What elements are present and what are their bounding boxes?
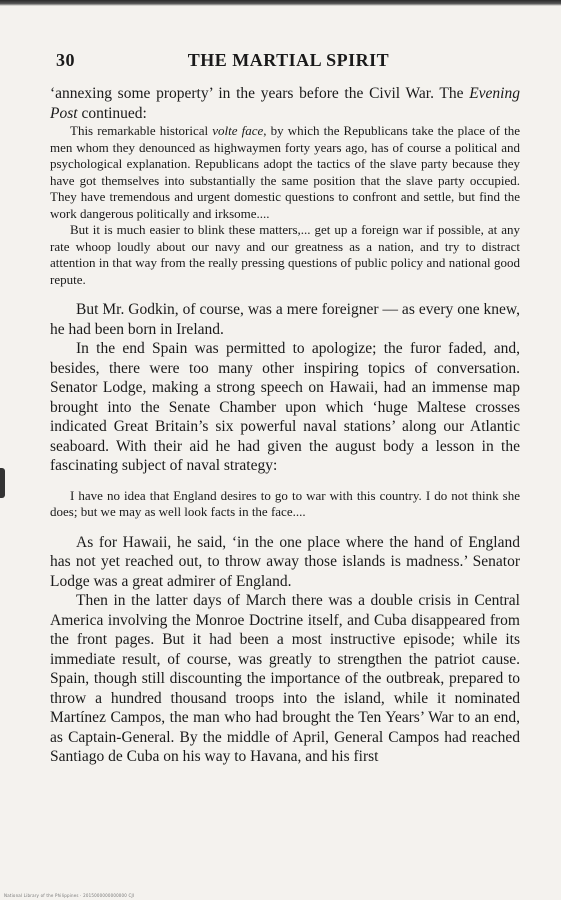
text-run: But Mr. Godkin, of course, was a mere foreigner — as every one knew, he had been born in Ireland. xyxy=(50,301,520,338)
italic-phrase: volte face xyxy=(212,123,264,138)
text-run: This remarkable historical xyxy=(70,123,213,138)
margin-mark xyxy=(0,468,5,498)
text-body xyxy=(50,84,520,767)
text-run: But it is much easier to blink these matters,... get up a foreign war if possible, at any rate whoop loudly about our navy and our greatness as a nation, and try to distract attention in that way from the really pressing questions of public policy and national good repute. xyxy=(50,222,520,287)
text-run: In the end Spain was permitted to apologize; the furor faded, and, besides, there were too many other inspiring topics of conversation. Senator Lodge, making a strong speech on Hawaii, had an immense map brought into the Senate Chamber upon which ‘huge Maltese crosses indicated Great Britain’s six powerful naval stations’ along our Atlantic seaboard. With their aid he had given the august body a lesson in the fascinating subject of naval strategy: xyxy=(50,340,520,474)
body-paragraph xyxy=(50,591,520,767)
body-paragraph xyxy=(50,339,520,476)
block-quote xyxy=(50,222,520,288)
body-paragraph xyxy=(50,533,520,592)
page-number: 30 xyxy=(56,50,75,70)
block-quote xyxy=(50,488,520,521)
paragraph-gap xyxy=(50,288,520,300)
text-run: I have no idea that England desires to go to war with this country. I do not think she does; but we may as well look facts in the face.... xyxy=(50,487,520,519)
text-run: continued: xyxy=(77,104,147,122)
block-quote xyxy=(50,123,520,222)
body-paragraph xyxy=(50,300,520,339)
scan-footer: National Library of the Philippines · 2015000000000000 CJI xyxy=(4,893,135,898)
italic-phrase: Evening Post xyxy=(50,85,520,122)
text-run: As for Hawaii, he said, ‘in the one place where the hand of England has not yet reached out, to throw away those islands is madness.’ Senator Lodge was a great admirer of England. xyxy=(50,533,520,590)
paragraph-gap xyxy=(50,476,520,488)
running-title: THE MARTIAL SPIRIT xyxy=(187,50,390,70)
text-run: Then in the latter days of March there was a double crisis in Central America involving the Monroe Doctrine itself, and Cuba disappeared from the front pages. But it had been a most instructive episode; while its immediate result, of course, was greatly to strengthen the patriot cause. Spain, though still discounting the importance of the outbreak, prepared to throw a hundred thousand troops into the island, while it nominated Martínez Campos, the man who had brought the Ten Years’ War to an end, as Captain-General. By the middle of April, General Campos had reached Santiago de Cuba on his way to Havana, and his first xyxy=(50,592,520,765)
page-header xyxy=(56,50,521,74)
text-run: ‘annexing some property’ in the years before the Civil War. The xyxy=(50,85,470,102)
page-top-edge xyxy=(0,0,561,6)
body-paragraph xyxy=(50,84,520,123)
paragraph-gap xyxy=(50,521,520,533)
text-run: , by which the Republicans take the place of the men whom they denounced as highwaymen forty years ago, has of course a political and psychological explanation. Republicans adopt the tactics of the slave party because they have got themselves into substantially the same position that the slave party occupied. They have tremendous and urgent domestic questions to confront and settle, but find the work dangerous politically and irksome.... xyxy=(50,123,520,221)
